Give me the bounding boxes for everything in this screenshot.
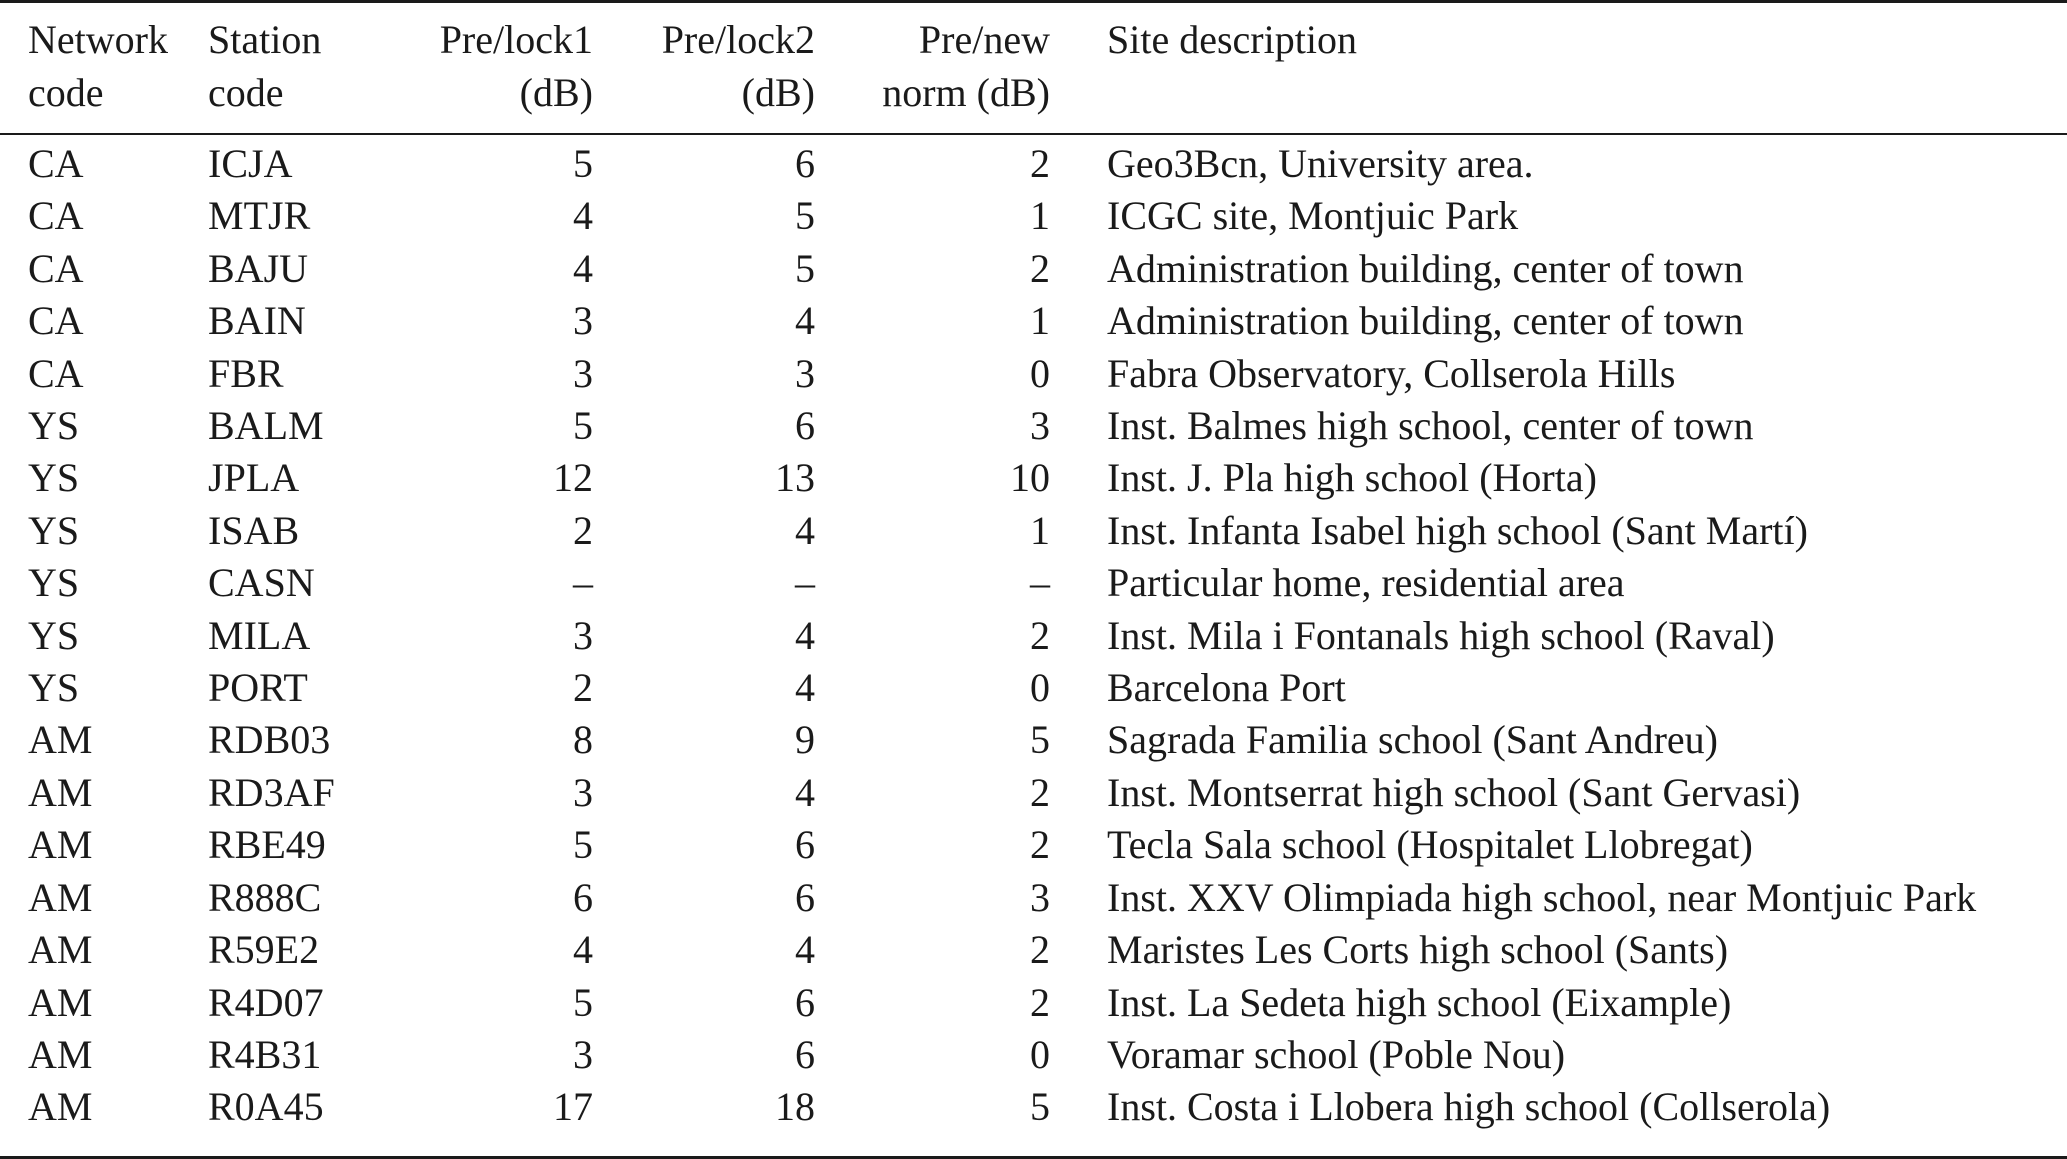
pre-lock2-cell: 13 [775, 455, 815, 501]
pre-new-norm-cell: 1 [1030, 507, 1050, 553]
pre-lock1-cell: 3 [573, 350, 593, 396]
pre-new-norm-cell: 2 [1030, 612, 1050, 658]
site-description-cell: Inst. La Sedeta high school (Eixample) [1107, 979, 1732, 1025]
station-code-cell: MILA [208, 612, 311, 658]
pre-new-norm-cell: 10 [1010, 455, 1050, 501]
pre-lock1-cell: 6 [573, 874, 593, 920]
header-lock2-line1: Pre/lock2 [661, 17, 815, 62]
table-row [0, 1081, 2039, 1133]
pre-lock1-cell: – [573, 560, 593, 606]
header-station-code [208, 0, 403, 120]
pre-new-norm-cell: 0 [1030, 665, 1050, 711]
station-code-cell: ISAB [208, 507, 300, 553]
network-code-cell: YS [28, 455, 80, 501]
site-description-cell: Inst. XXV Olimpiada high school, near Montjuic Park [1107, 874, 1977, 920]
table-row [0, 243, 2039, 295]
site-description-cell: Voramar school (Poble Nou) [1107, 1031, 1566, 1077]
pre-new-norm-cell: 2 [1030, 141, 1050, 186]
header-network-line2: code [28, 70, 104, 115]
pre-new-norm-cell: 2 [1030, 979, 1050, 1025]
network-code-cell: AM [28, 1031, 93, 1077]
site-description-cell: Inst. Montserrat high school (Sant Gervasi) [1107, 769, 1801, 815]
table-body [0, 120, 2039, 1134]
station-code-cell: RDB03 [208, 717, 331, 763]
station-code-cell: ICJA [208, 141, 293, 186]
header-lock1-line2: (dB) [519, 70, 593, 115]
site-description-cell: Administration building, center of town [1107, 298, 1744, 344]
pre-new-norm-cell: 3 [1030, 874, 1050, 920]
site-description-cell: Maristes Les Corts high school (Sants) [1107, 927, 1729, 973]
table-row [0, 610, 2039, 662]
pre-new-norm-cell: 2 [1030, 822, 1050, 868]
header-pre-new-norm [815, 0, 1050, 120]
pre-new-norm-cell: 2 [1030, 927, 1050, 973]
site-description-cell: Particular home, residential area [1107, 560, 1625, 606]
header-site-description [1050, 0, 2039, 120]
pre-lock1-cell: 3 [573, 612, 593, 658]
header-network-code [0, 0, 208, 120]
site-description-cell: Administration building, center of town [1107, 245, 1744, 291]
site-description-cell: ICGC site, Montjuic Park [1107, 193, 1519, 239]
pre-lock1-cell: 3 [573, 1031, 593, 1077]
header-lock1-line1: Pre/lock1 [439, 17, 593, 62]
pre-lock2-cell: 4 [795, 927, 815, 973]
network-code-cell: AM [28, 822, 93, 868]
station-code-cell: BAIN [208, 298, 306, 344]
station-code-cell: JPLA [208, 455, 300, 501]
header-row [0, 0, 2039, 120]
network-code-cell: YS [28, 507, 80, 553]
network-code-cell: AM [28, 769, 93, 815]
table-row [0, 348, 2039, 400]
station-code-cell: RD3AF [208, 769, 335, 815]
header-desc-line1: Site description [1107, 17, 1357, 62]
station-code-cell: PORT [208, 665, 308, 711]
pre-new-norm-cell: 3 [1030, 403, 1050, 449]
site-description-cell: Inst. Balmes high school, center of town [1107, 403, 1754, 449]
header-lock2-line2: (dB) [741, 70, 815, 115]
pre-lock1-cell: 4 [573, 193, 593, 239]
network-code-cell: AM [28, 979, 93, 1025]
station-code-cell: R4B31 [208, 1031, 322, 1077]
station-code-cell: R888C [208, 874, 322, 920]
network-code-cell: CA [28, 141, 84, 186]
network-code-cell: AM [28, 717, 93, 763]
site-description-cell: Tecla Sala school (Hospitalet Llobregat) [1107, 822, 1753, 868]
pre-new-norm-cell: 2 [1030, 769, 1050, 815]
network-code-cell: CA [28, 298, 84, 344]
network-code-cell: YS [28, 403, 80, 449]
site-description-cell: Inst. Costa i Llobera high school (Collserola) [1107, 1084, 1831, 1130]
header-station-line2: code [208, 70, 284, 115]
table-row [0, 872, 2039, 924]
pre-lock2-cell: 5 [795, 245, 815, 291]
table-row [0, 190, 2039, 242]
network-code-cell: YS [28, 560, 80, 606]
header-pre-lock2 [593, 0, 815, 120]
table-row [0, 452, 2039, 504]
table-row [0, 714, 2039, 766]
table-row [0, 977, 2039, 1029]
station-code-cell: R59E2 [208, 927, 320, 973]
pre-lock1-cell: 2 [573, 665, 593, 711]
table-row [0, 767, 2039, 819]
network-code-cell: CA [28, 245, 84, 291]
pre-lock2-cell: – [795, 560, 815, 606]
station-code-cell: MTJR [208, 193, 311, 239]
site-description-cell: Inst. J. Pla high school (Horta) [1107, 455, 1597, 501]
station-code-cell: BALM [208, 403, 324, 449]
network-code-cell: AM [28, 874, 93, 920]
network-code-cell: YS [28, 665, 80, 711]
pre-new-norm-cell: 1 [1030, 298, 1050, 344]
pre-lock1-cell: 8 [573, 717, 593, 763]
table-row [0, 1029, 2039, 1081]
table-row [0, 120, 2039, 190]
station-code-cell: FBR [208, 350, 284, 396]
network-code-cell: YS [28, 612, 80, 658]
pre-lock2-cell: 4 [795, 769, 815, 815]
table-row [0, 295, 2039, 347]
pre-new-norm-cell: 0 [1030, 1031, 1050, 1077]
pre-lock1-cell: 2 [573, 507, 593, 553]
header-new-line2: norm (dB) [882, 70, 1050, 115]
pre-new-norm-cell: 5 [1030, 717, 1050, 763]
site-description-cell: Geo3Bcn, University area. [1107, 141, 1534, 186]
pre-lock2-cell: 5 [795, 193, 815, 239]
table-row [0, 662, 2039, 714]
pre-lock2-cell: 6 [795, 874, 815, 920]
pre-lock2-cell: 6 [795, 979, 815, 1025]
header-pre-lock1 [403, 0, 593, 120]
pre-new-norm-cell: 0 [1030, 350, 1050, 396]
site-description-cell: Sagrada Familia school (Sant Andreu) [1107, 717, 1718, 763]
header-network-line1: Network [28, 17, 168, 62]
pre-lock2-cell: 9 [795, 717, 815, 763]
pre-lock1-cell: 12 [553, 455, 593, 501]
station-code-cell: CASN [208, 560, 315, 606]
network-code-cell: AM [28, 927, 93, 973]
pre-lock2-cell: 18 [775, 1084, 815, 1130]
pre-lock1-cell: 3 [573, 298, 593, 344]
table-row [0, 924, 2039, 976]
pre-lock2-cell: 4 [795, 665, 815, 711]
pre-new-norm-cell: – [1030, 560, 1050, 606]
network-code-cell: CA [28, 193, 84, 239]
pre-new-norm-cell: 1 [1030, 193, 1050, 239]
pre-lock1-cell: 4 [573, 927, 593, 973]
pre-lock2-cell: 6 [795, 403, 815, 449]
pre-lock1-cell: 3 [573, 769, 593, 815]
pre-lock2-cell: 6 [795, 822, 815, 868]
network-code-cell: AM [28, 1084, 93, 1130]
station-code-cell: R4D07 [208, 979, 324, 1025]
site-description-cell: Inst. Mila i Fontanals high school (Raval) [1107, 612, 1775, 658]
station-code-cell: BAJU [208, 245, 309, 291]
pre-lock2-cell: 6 [795, 141, 815, 186]
pre-lock2-cell: 3 [795, 350, 815, 396]
pre-lock1-cell: 5 [573, 141, 593, 186]
site-description-cell: Barcelona Port [1107, 665, 1346, 711]
pre-lock2-cell: 4 [795, 298, 815, 344]
pre-lock2-cell: 6 [795, 1031, 815, 1077]
station-code-cell: R0A45 [208, 1084, 324, 1130]
pre-lock2-cell: 4 [795, 612, 815, 658]
table-row [0, 400, 2039, 452]
site-description-cell: Inst. Infanta Isabel high school (Sant Martí) [1107, 507, 1808, 553]
header-station-line1: Station [208, 17, 322, 62]
pre-lock2-cell: 4 [795, 507, 815, 553]
pre-lock1-cell: 5 [573, 822, 593, 868]
pre-lock1-cell: 5 [573, 979, 593, 1025]
table-row [0, 557, 2039, 609]
pre-lock1-cell: 5 [573, 403, 593, 449]
header-new-line1: Pre/new [918, 17, 1050, 62]
table-row [0, 819, 2039, 871]
pre-lock1-cell: 17 [553, 1084, 593, 1130]
network-code-cell: CA [28, 350, 84, 396]
station-code-cell: RBE49 [208, 822, 326, 868]
table-row [0, 505, 2039, 557]
site-description-cell: Fabra Observatory, Collserola Hills [1107, 350, 1676, 396]
pre-lock1-cell: 4 [573, 245, 593, 291]
pre-new-norm-cell: 2 [1030, 245, 1050, 291]
pre-new-norm-cell: 5 [1030, 1084, 1050, 1130]
